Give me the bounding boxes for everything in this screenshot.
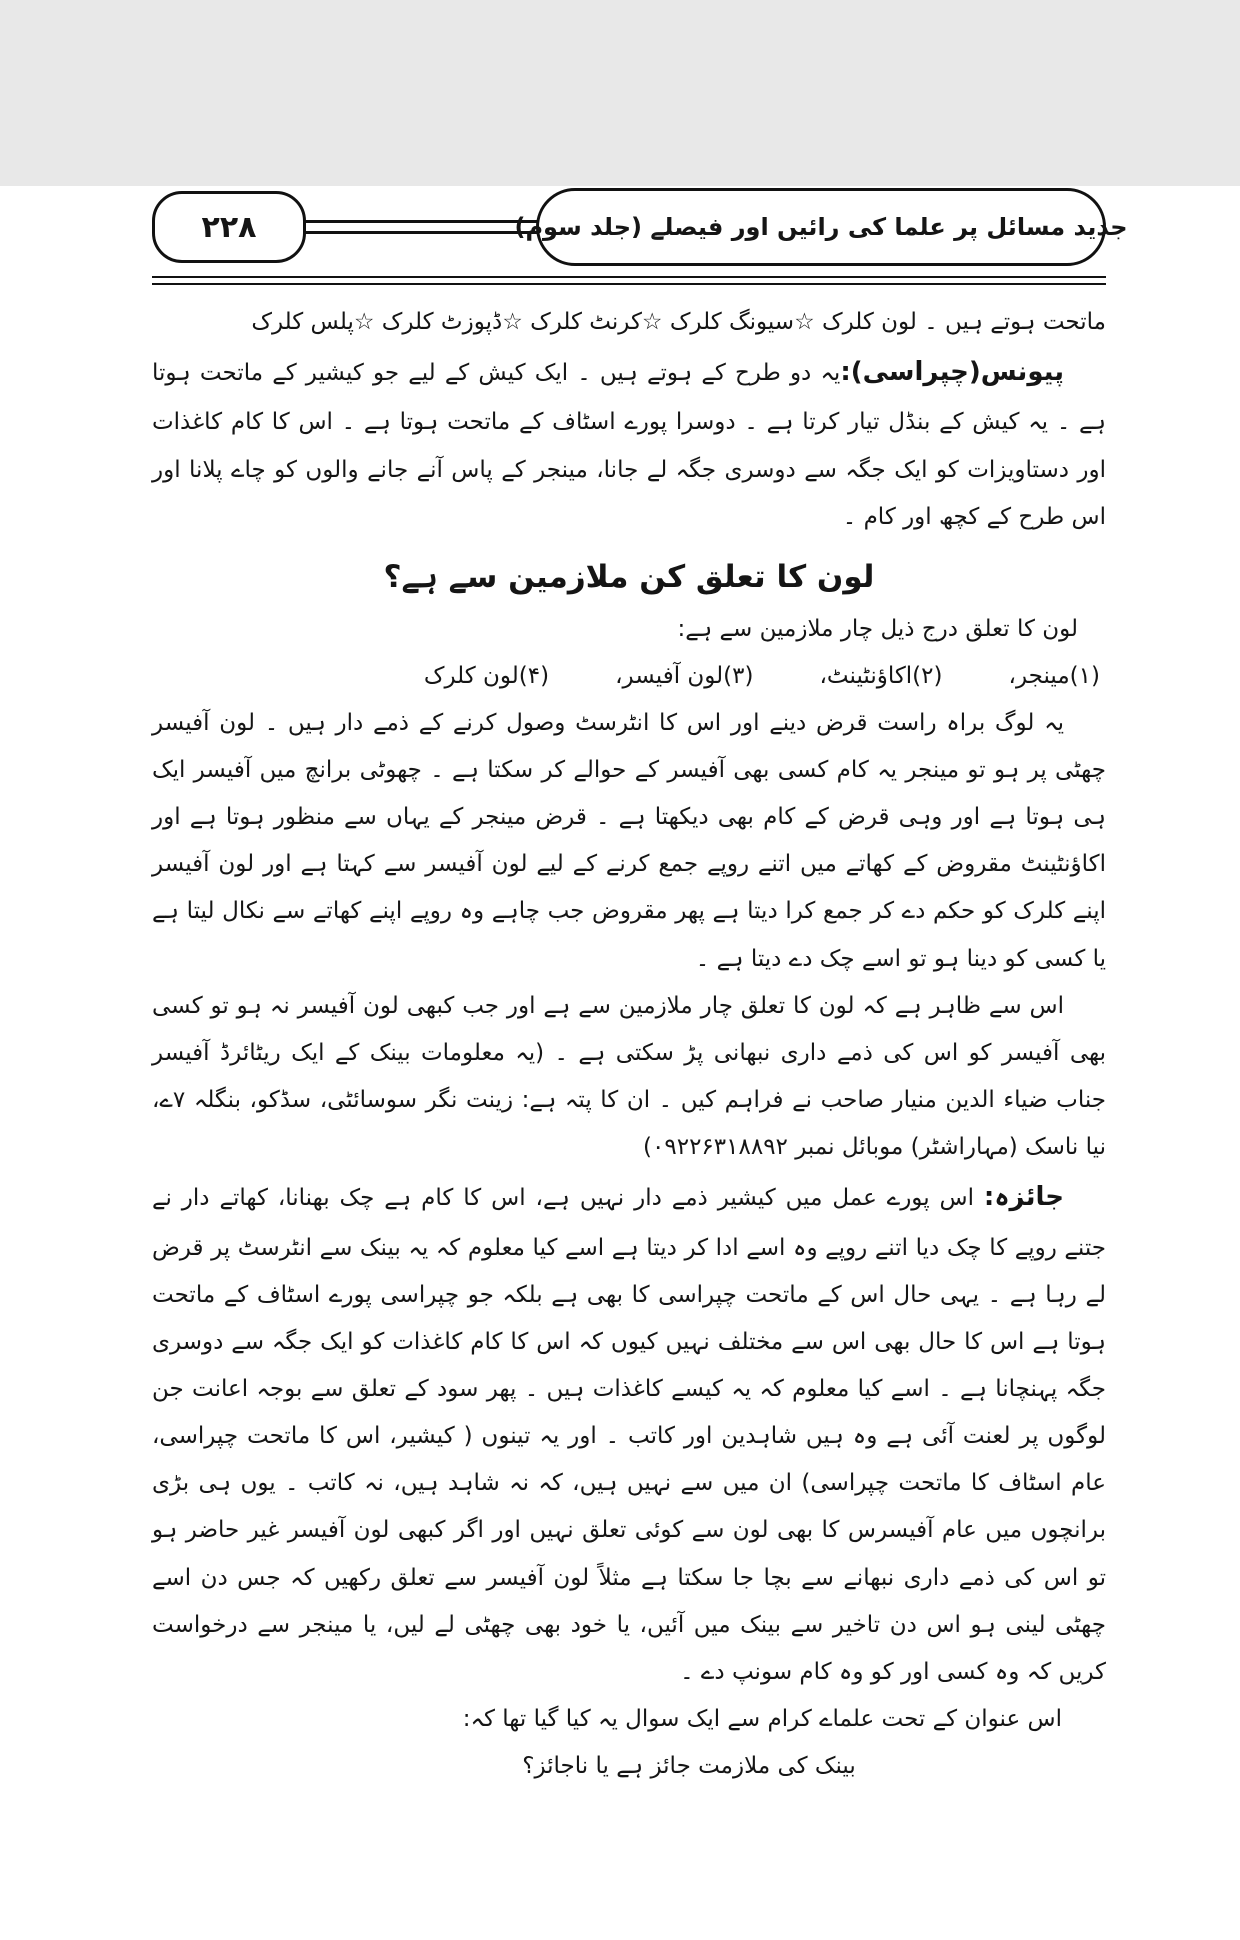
peon-paragraph	[152, 346, 1106, 541]
list-item: (۴)لون کلرک	[423, 662, 550, 689]
loan-staff-paragraph: یہ لوگ براہ راست قرض دینے اور اس کا انٹرسٹ وصول کرنے کے ذمے دار ہیں ۔ لون آفیسر چھٹی پر ہو تو مینجر یہ کام کسی بھی آفیسر کے حوالے کر سکتا ہے ۔ چھوٹی برانچ میں آفیسر ایک ہی ہوتا ہے اور وہی قرض کے کام بھی دیکھتا ہے ۔ قرض مینجر کے یہاں سے منظور ہوتا ہے اور اکاؤنٹینٹ مقروض کے کھاتے میں اتنے روپے جمع کرنے کے لیے لون آفیسر سے کہتا ہے اور لون آفیسر اپنے کلرک کو حکم دے کر جمع کرا دیتا ہے پھر مقروض جب چاہے وہ روپے اپنے کھاتے سے نکال لیتا ہے یا کسی کو دینا ہو تو اسے چک دے دیتا ہے ۔	[152, 709, 1106, 972]
book-page	[0, 186, 1240, 1940]
header-rule	[298, 220, 544, 234]
page-body	[152, 299, 1106, 1790]
page-header	[152, 186, 1128, 268]
list-item: (۱)مینجر،	[1008, 662, 1100, 689]
list-item: (۲)اکاؤنٹینٹ،	[819, 662, 943, 689]
question-intro: اس عنوان کے تحت علماے کرام سے ایک سوال یہ کیا گیا تھا کہ:	[462, 1705, 1062, 1732]
peon-lead: پیونس(چپراسی):	[840, 357, 1064, 388]
review-lead: جائزہ:	[983, 1182, 1064, 1213]
header-divider	[152, 276, 1106, 285]
list-item: (۳)لون آفیسر،	[615, 662, 754, 689]
carryover-line: ماتحت ہوتے ہیں ۔ لون کلرک ☆سیونگ کلرک ☆کرنٹ کلرک ☆ڈپوزٹ کلرک ☆پلس کلرک	[251, 309, 1106, 335]
section-heading: لون کا تعلق کن ملازمین سے ہے؟	[383, 558, 875, 595]
page-number: ۲۲۸	[201, 209, 257, 245]
intro-line: لون کا تعلق درج ذیل چار ملازمین سے ہے:	[677, 615, 1078, 642]
question-line: بینک کی ملازمت جائز ہے یا ناجائز؟	[522, 1753, 856, 1780]
page-number-badge	[152, 191, 306, 263]
review-text: اس پورے عمل میں کیشیر ذمے دار نہیں ہے، اس کا کام ہے چک بھنانا، کھاتے دار نے جتنے روپے کا چک دیا اتنے روپے وہ اسے ادا کر دیتا ہے اسے کیا معلوم کہ یہ بینک سے انٹرسٹ پر قرض لے رہا ہے ۔ یہی حال اس کے ماتحت چپراسی کا بھی ہے بلکہ جو چپراسی پورے اسٹاف کے ماتحت ہوتا ہے اس کا حال بھی اس سے مختلف نہیں کیوں کہ اس کا کام کاغذات کو ایک جگہ سے دوسری جگہ پہنچانا ہے ۔ اسے کیا معلوم کہ یہ کیسے کاغذات ہیں ۔ پھر سود کے تعلق سے بوجہ اعانت جن لوگوں پر لعنت آئی ہے وہ ہیں شاہدین اور کاتب ۔ اور یہ تینوں ( کیشیر، اس کا ماتحت چپراسی، عام اسٹاف کا ماتحت چپراسی) ان میں سے نہیں ہیں، کہ نہ شاہد ہیں، نہ کاتب ۔ یوں ہی بڑی برانچوں میں عام آفیسرس کا بھی لون سے کوئی تعلق نہیں اور اگر کبھی لون آفیسر غیر حاضر ہو تو اس کی ذمے داری نبھانے سے بچا جا سکتا ہے مثلاً لون آفیسر سے تعلق رکھیں کہ جس دن اسے چھٹی لینی ہو اس دن تاخیر سے بینک میں آئیں، یا خود بھی چھٹی لے لیں، یا مینجر سے درخواست کریں کہ وہ کسی اور کو وہ کام سونپ دے ۔	[152, 1185, 1107, 1685]
review-paragraph	[152, 1171, 1106, 1696]
employee-list	[152, 653, 1106, 700]
book-title-cartouche	[514, 188, 1128, 266]
book-title: جدید مسائل پر علما کی رائیں اور فیصلے (جلد سوم)	[514, 213, 1128, 241]
peon-text: یہ دو طرح کے ہوتے ہیں ۔ ایک کیش کے لیے جو کیشیر کے ماتحت ہوتا ہے ۔ یہ کیش کے بنڈل تیار کرتا ہے ۔ دوسرا پورے اسٹاف کے ماتحت ہوتا ہے ۔ اس کا کام کاغذات اور دستاویزات کو ایک جگہ سے دوسری جگہ لے جانا، مینجر کے پاس آنے جانے والوں کو چاے پلانا اور اس طرح کے کچھ اور کام ۔	[152, 360, 1106, 530]
source-paragraph: اس سے ظاہر ہے کہ لون کا تعلق چار ملازمین سے ہے اور جب کبھی لون آفیسر نہ ہو تو کسی بھی آفیسر کو اس کی ذمے داری نبھانی پڑ سکتی ہے ۔ (یہ معلومات بینک کے ایک ریٹائرڈ آفیسر جناب ضیاء الدین منیار صاحب نے فراہم کیں ۔ ان کا پتہ ہے: زینت نگر سوسائٹی، سڈکو، بنگلہ ۷ے، نیا ناسک (مہاراشٹر) موبائل نمبر ۰۹۲۲۶۳۱۸۸۹۲)	[152, 992, 1106, 1161]
